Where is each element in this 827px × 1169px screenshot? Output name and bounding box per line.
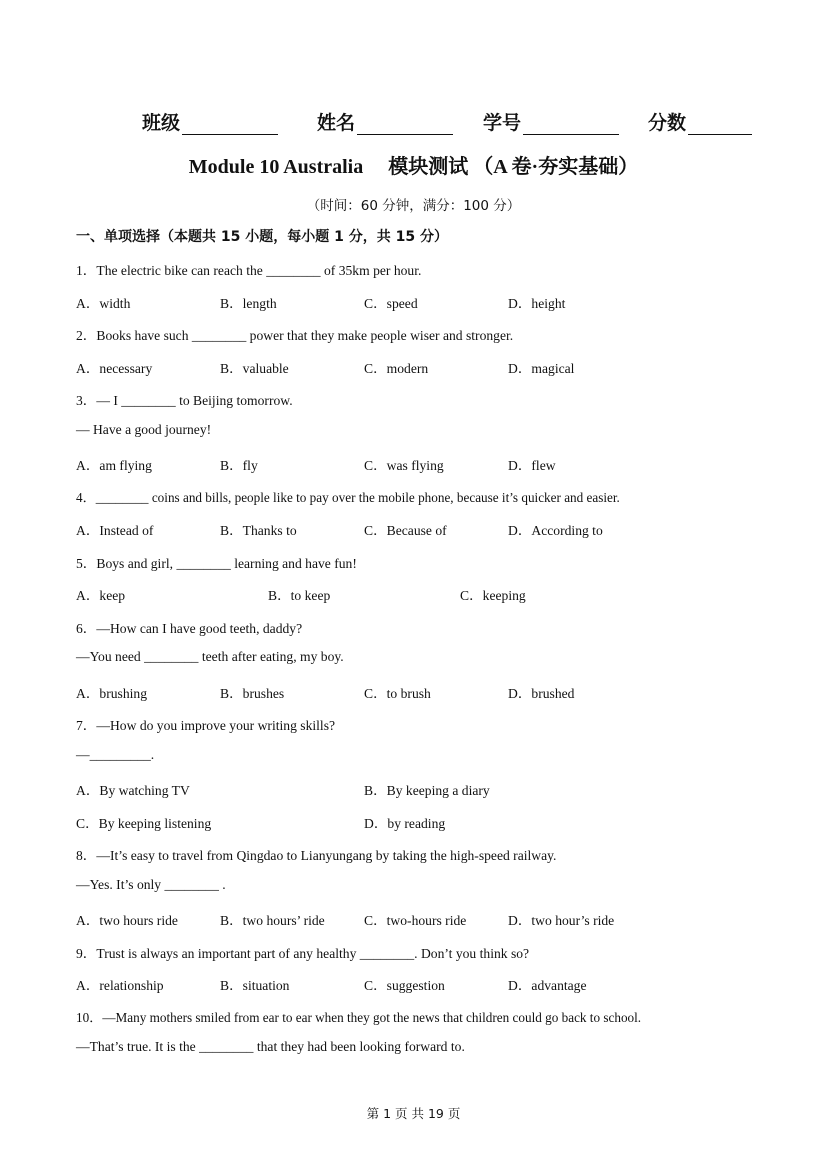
class-field[interactable] bbox=[142, 108, 278, 135]
name-field[interactable] bbox=[317, 108, 453, 135]
q3-option-b[interactable]: B．fly bbox=[220, 458, 258, 473]
page-footer: 第 1 页 共 19 页 bbox=[366, 1106, 461, 1121]
q7-option-c[interactable]: C．By keeping listening bbox=[76, 816, 212, 831]
question-7-reply: —_________. bbox=[76, 747, 155, 762]
page-title: Module 10 Australia 模块测试 （A 卷·夯实基础） bbox=[188, 156, 639, 178]
q8-option-a[interactable]: A．two hours ride bbox=[76, 913, 178, 928]
section-heading: 一、单项选择（本题共 15 小题，每小题 1 分，共 15 分） bbox=[76, 229, 448, 245]
question-5: 5．Boys and girl, ________ learning and have fun! bbox=[76, 556, 357, 571]
question-10: 10．—Many mothers smiled from ear to ear when they got the news that children could go back to school. bbox=[76, 1010, 642, 1025]
q1-option-c[interactable]: C．speed bbox=[364, 296, 418, 311]
q6-option-c[interactable]: C．to brush bbox=[364, 686, 431, 701]
q4-option-b[interactable]: B．Thanks to bbox=[220, 523, 297, 538]
question-1: 1．The electric bike can reach the ________ of 35km per hour. bbox=[76, 263, 422, 278]
q4-option-c[interactable]: C．Because of bbox=[364, 523, 447, 538]
q7-option-b[interactable]: B．By keeping a diary bbox=[364, 783, 490, 798]
id-blank[interactable] bbox=[523, 112, 619, 135]
question-6-reply: —You need ________ teeth after eating, my boy. bbox=[76, 649, 344, 664]
q2-option-b[interactable]: B．valuable bbox=[220, 361, 289, 376]
question-3-reply: — Have a good journey! bbox=[76, 422, 212, 437]
q8-option-b[interactable]: B．two hours’ ride bbox=[220, 913, 325, 928]
q5-option-a[interactable]: A．keep bbox=[76, 588, 126, 603]
question-8-reply: —Yes. It’s only ________ . bbox=[76, 877, 226, 892]
question-8: 8．—It’s easy to travel from Qingdao to Lianyungang by taking the high-speed railway. bbox=[76, 848, 557, 863]
q8-option-d[interactable]: D．two hour’s ride bbox=[508, 913, 615, 928]
question-10-reply: —That’s true. It is the ________ that they had been looking forward to. bbox=[76, 1039, 465, 1054]
name-label: 姓名 bbox=[317, 112, 356, 134]
q4-option-d[interactable]: D．According to bbox=[508, 523, 603, 538]
q1-option-b[interactable]: B．length bbox=[220, 296, 277, 311]
q1-option-a[interactable]: A．width bbox=[76, 296, 131, 311]
question-6: 6．—How can I have good teeth, daddy? bbox=[76, 621, 303, 636]
q9-option-b[interactable]: B．situation bbox=[220, 978, 290, 993]
score-label: 分数 bbox=[648, 112, 687, 134]
q6-option-a[interactable]: A．brushing bbox=[76, 686, 147, 701]
q2-option-d[interactable]: D．magical bbox=[508, 361, 575, 376]
score-blank[interactable] bbox=[688, 112, 752, 135]
q9-option-c[interactable]: C．suggestion bbox=[364, 978, 445, 993]
q8-option-c[interactable]: C．two-hours ride bbox=[364, 913, 467, 928]
q2-option-c[interactable]: C．modern bbox=[364, 361, 429, 376]
question-9: 9．Trust is always an important part of any healthy ________. Don’t you think so? bbox=[76, 946, 530, 961]
name-blank[interactable] bbox=[357, 112, 453, 135]
q7-option-d[interactable]: D．by reading bbox=[364, 816, 446, 831]
id-label: 学号 bbox=[483, 112, 522, 134]
q1-option-d[interactable]: D．height bbox=[508, 296, 566, 311]
q9-option-a[interactable]: A．relationship bbox=[76, 978, 164, 993]
question-3: 3．— I ________ to Beijing tomorrow. bbox=[76, 393, 293, 408]
question-2: 2．Books have such ________ power that they make people wiser and stronger. bbox=[76, 328, 514, 343]
q4-option-a[interactable]: A．Instead of bbox=[76, 523, 154, 538]
q3-option-c[interactable]: C．was flying bbox=[364, 458, 444, 473]
q2-option-a[interactable]: A．necessary bbox=[76, 361, 153, 376]
student-info-header bbox=[0, 108, 827, 140]
score-field[interactable] bbox=[648, 108, 752, 135]
q3-option-d[interactable]: D．flew bbox=[508, 458, 556, 473]
q5-option-b[interactable]: B．to keep bbox=[268, 588, 331, 603]
exam-info: （时间：60 分钟，满分：100 分） bbox=[306, 198, 521, 214]
class-blank[interactable] bbox=[182, 112, 278, 135]
q7-option-a[interactable]: A．By watching TV bbox=[76, 783, 190, 798]
question-7: 7．—How do you improve your writing skills? bbox=[76, 718, 336, 733]
q3-option-a[interactable]: A．am flying bbox=[76, 458, 152, 473]
q9-option-d[interactable]: D．advantage bbox=[508, 978, 587, 993]
class-label: 班级 bbox=[142, 112, 181, 134]
q6-option-d[interactable]: D．brushed bbox=[508, 686, 575, 701]
q6-option-b[interactable]: B．brushes bbox=[220, 686, 285, 701]
id-field[interactable] bbox=[483, 108, 619, 135]
question-4: 4．________ coins and bills, people like to pay over the mobile phone, because it’s quicker and easier. bbox=[76, 490, 620, 505]
q5-option-c[interactable]: C．keeping bbox=[460, 588, 526, 603]
